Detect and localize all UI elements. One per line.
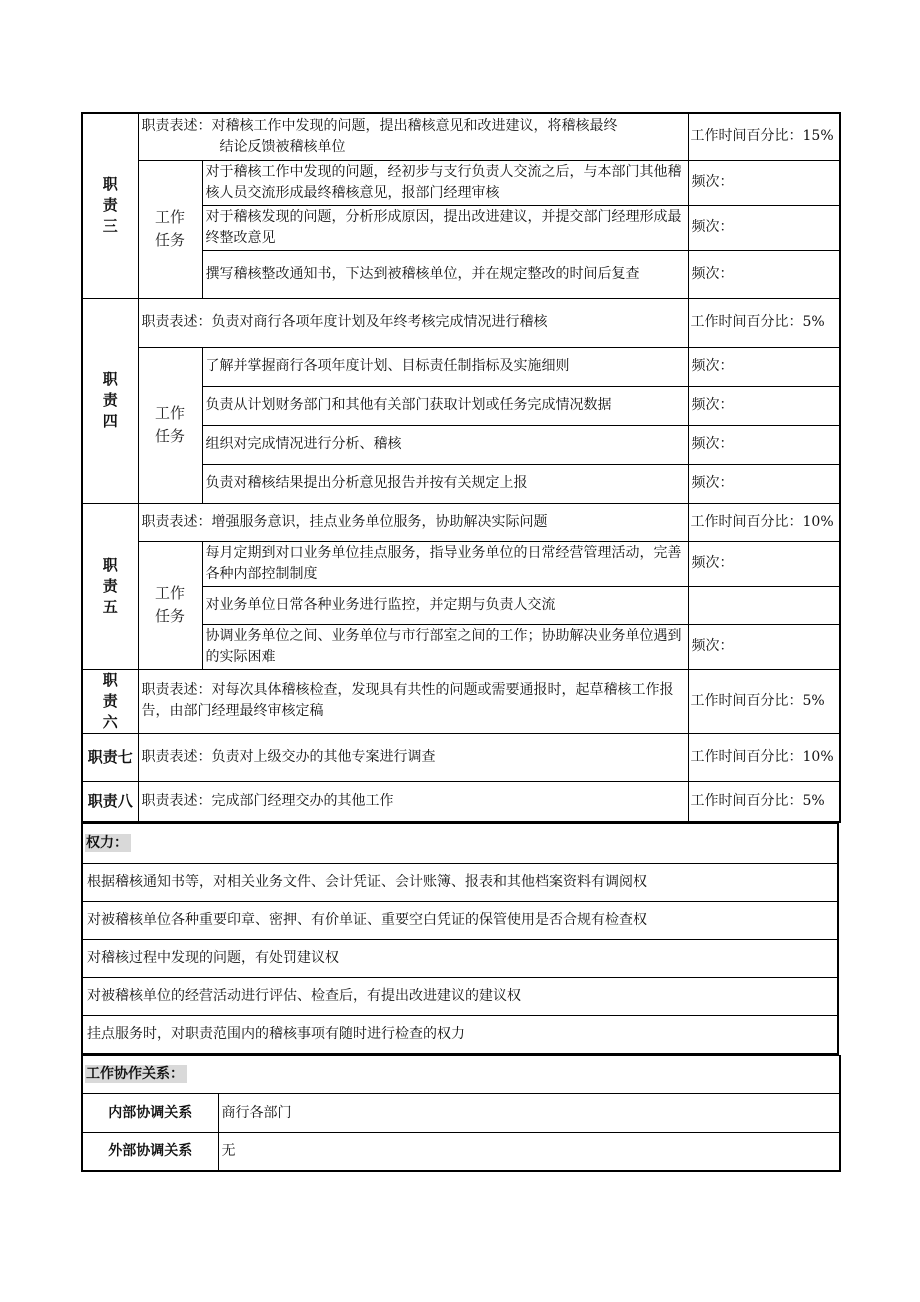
duty4-label: 职 责 四: [82, 298, 138, 503]
duty3-task-label: 工作 任务: [138, 160, 202, 298]
duty8-label: 职责八: [82, 781, 138, 822]
duty5-task-1: 每月定期到对口业务单位挂点服务，指导业务单位的日常经营管理活动，完善各种内部控制制度: [202, 541, 688, 586]
external-coop-row: [82, 1133, 840, 1171]
duty3-task-1-freq: 频次：: [688, 160, 840, 205]
duty4-task-3: 组织对完成情况进行分析、稽核: [202, 425, 688, 464]
duty3-task-2: 对于稽核发现的问题，分析形成原因，提出改进建议，并提交部门经理形成最终整改意见: [202, 205, 688, 250]
duty6-row: [82, 669, 840, 733]
power-item-row: [82, 1016, 838, 1055]
powers-heading-row: [82, 824, 838, 864]
duty4-task-1: 了解并掌握商行各项年度计划、目标责任制指标及实施细则: [202, 347, 688, 386]
duty7-row: [82, 733, 840, 781]
power-item-row: [82, 902, 838, 940]
power-item-1: 根据稽核通知书等，对相关业务文件、会计凭证、会计账簿、报表和其他档案资料有调阅权: [82, 864, 838, 902]
external-coop-label: 外部协调关系: [82, 1133, 218, 1171]
duty7-label: 职责七: [82, 733, 138, 781]
duty3-percent: 工作时间百分比：15%: [688, 113, 840, 160]
duty5-description: 职责表述：增强服务意识，挂点业务单位服务，协助解决实际问题: [138, 503, 688, 541]
duty5-task-row: [82, 541, 840, 586]
powers-heading: 权力：: [82, 824, 838, 864]
duty3-task-3: 撰写稽核整改通知书，下达到被稽核单位，并在规定整改的时间后复查: [202, 250, 688, 298]
duty8-row: [82, 781, 840, 822]
duty6-percent: 工作时间百分比：5%: [688, 669, 840, 733]
duty5-task-3: 协调业务单位之间、业务单位与市行部室之间的工作；协助解决业务单位遇到的实际困难: [202, 624, 688, 669]
power-item-4: 对被稽核单位的经营活动进行评估、检查后，有提出改进建议的建议权: [82, 978, 838, 1016]
duty4-task-label: 工作 任务: [138, 347, 202, 503]
duty4-description: 职责表述：负责对商行各项年度计划及年终考核完成情况进行稽核: [138, 298, 688, 347]
duty3-task-row: [82, 160, 840, 205]
duty3-label: 职 责 三: [82, 113, 138, 298]
duty5-desc-row: [82, 503, 840, 541]
duty5-task-1-freq: 频次：: [688, 541, 840, 586]
duty4-task-2-freq: 频次：: [688, 386, 840, 425]
duty4-task-row: [82, 347, 840, 386]
duty3-task-2-freq: 频次：: [688, 205, 840, 250]
internal-coop-label: 内部协调关系: [82, 1094, 218, 1133]
duty5-label: 职 责 五: [82, 503, 138, 669]
duty3-description: 职责表述：对稽核工作中发现的问题，提出稽核意见和改进建议，将稽核最终 结论反馈被稽核单位: [138, 113, 688, 160]
duty6-description: 职责表述：对每次具体稽核检查，发现具有共性的问题或需要通报时，起草稽核工作报告，由部门经理最终审核定稿: [138, 669, 688, 733]
duty4-task-1-freq: 频次：: [688, 347, 840, 386]
duty5-task-3-freq: 频次：: [688, 624, 840, 669]
duty4-task-4: 负责对稽核结果提出分析意见报告并按有关规定上报: [202, 464, 688, 503]
cooperation-heading: 工作协作关系：: [82, 1056, 840, 1094]
duty7-description: 职责表述：负责对上级交办的其他专案进行调查: [138, 733, 688, 781]
duty4-task-2: 负责从计划财务部门和其他有关部门获取计划或任务完成情况数据: [202, 386, 688, 425]
external-coop-value: 无: [218, 1133, 840, 1171]
internal-coop-row: [82, 1094, 840, 1133]
internal-coop-value: 商行各部门: [218, 1094, 840, 1133]
duty3-desc-row: [82, 113, 840, 160]
duties-table: [81, 112, 841, 823]
duty4-desc-row: [82, 298, 840, 347]
power-item-2: 对被稽核单位各种重要印章、密押、有价单证、重要空白凭证的保管使用是否合规有检查权: [82, 902, 838, 940]
duty5-percent: 工作时间百分比：10%: [688, 503, 840, 541]
power-item-row: [82, 864, 838, 902]
duty7-percent: 工作时间百分比：10%: [688, 733, 840, 781]
duty4-task-3-freq: 频次：: [688, 425, 840, 464]
duty5-task-2-freq: [688, 586, 840, 624]
power-item-row: [82, 978, 838, 1016]
powers-table: [81, 823, 839, 1055]
duty5-task-2: 对业务单位日常各种业务进行监控，并定期与负责人交流: [202, 586, 688, 624]
duty8-percent: 工作时间百分比：5%: [688, 781, 840, 822]
power-item-5: 挂点服务时，对职责范围内的稽核事项有随时进行检查的权力: [82, 1016, 838, 1055]
cooperation-table: [81, 1055, 841, 1172]
duty3-task-3-freq: 频次：: [688, 250, 840, 298]
power-item-row: [82, 940, 838, 978]
duty3-task-1: 对于稽核工作中发现的问题，经初步与支行负责人交流之后，与本部门其他稽核人员交流形成最终稽核意见，报部门经理审核: [202, 160, 688, 205]
power-item-3: 对稽核过程中发现的问题，有处罚建议权: [82, 940, 838, 978]
duty5-task-label: 工作 任务: [138, 541, 202, 669]
duty4-percent: 工作时间百分比：5%: [688, 298, 840, 347]
duty8-description: 职责表述：完成部门经理交办的其他工作: [138, 781, 688, 822]
job-description-page: [81, 112, 839, 1172]
duty6-label: 职 责 六: [82, 669, 138, 733]
cooperation-heading-row: [82, 1056, 840, 1094]
duty4-task-4-freq: 频次：: [688, 464, 840, 503]
